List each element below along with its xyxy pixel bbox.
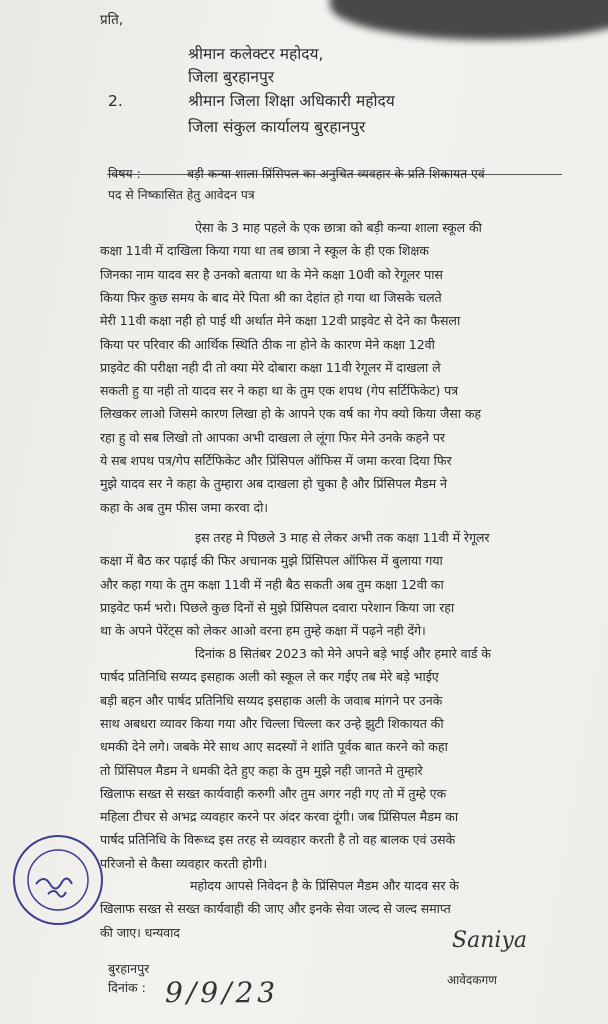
paragraph-line: ये सब शपथ पत्र/गेप सर्टिफिकेट और प्रिंसिपल ऑफिस में जमा करवा दिया फिर — [100, 453, 452, 468]
date-label: दिनांक : — [108, 980, 146, 995]
paragraph-line: किया पर परिवार की आर्थिक स्थिति ठीक ना होने के कारण मेने कक्षा 12वी — [100, 336, 435, 352]
paragraph-line: जिनका नाम यादव सर है उनको बताया था के मेने कक्षा 10वी को रेगूलर पास — [100, 266, 443, 282]
paragraph-line: सकती हु या नही तो यादव सर ने कहा था के तुम एक शपथ (गेप सर्टिफिकेट) पत्र — [100, 383, 459, 399]
place-label: बुरहानपुर — [108, 961, 150, 976]
paragraph-line: प्राइवेट की परीक्षा नही दी तो क्या मेरे दोबारा कक्षा 11वी रेगूलर में दाखला ले — [100, 359, 441, 375]
paragraph-line: महिला टीचर से अभद्र व्यवहार करने पर अंदर करवा दूंगी। जब प्रिंसिपल मैडम का — [100, 809, 459, 825]
paragraph-line: दिनांक 8 सितंबर 2023 को मेने अपने बड़े भाई और हमारे वार्ड के — [195, 646, 491, 661]
paragraph-line: लिखकर लाओ जिसमे कारण लिखा हो के आपने एक वर्ष का गेप क्यो किया जैसा कह — [100, 406, 481, 422]
paragraph-line: इस तरह मे पिछले 3 माह से लेकर अभी तक कक्षा 11वी में रेगूलर — [195, 530, 490, 545]
paragraph-line: महोदय आपसे निवेदन है के प्रिंसिपल मैडम और यादव सर के — [190, 878, 459, 893]
paragraph-line: कक्षा 11वी में दाखिला किया गया था तब छात्रा ने स्कूल के ही एक शिक्षक — [100, 243, 429, 259]
paragraph-line: किया फिर कुछ समय के बाद मेरे पिता श्री का देहांत हो गया था जिसके चलते — [100, 289, 442, 305]
paragraph-line: तो प्रिंसिपल मैडम ने धमकी देते हुए कहा के तुम मुझे नही जानते मे तुम्हारे — [100, 762, 423, 778]
paragraph-line: परिजनो से कैसा व्यवहार करती होगी। — [100, 855, 267, 871]
office-stamp — [8, 830, 108, 930]
paragraph-line: धमकी देने लगे। जबके मेरे साथ आए सदस्यों ने शांति पूर्वक बात करने को कहा — [100, 739, 448, 755]
handwritten-date: 9/9/23 — [165, 976, 280, 1009]
paragraph-line: रहा हु वो सब लिखो तो आपका अभी दाखला ले लूंगा फिर मेने उनके कहने पर — [100, 429, 445, 445]
subject-line2: पद से निष्कासित हेतु आवेदन पत्र — [108, 188, 255, 202]
subject-label: विषय : — [108, 166, 141, 181]
paragraph-line: साथ अबधरा व्यावर किया गया और चिल्ला चिल्ला कर उन्हे झुटी शिकायत की — [100, 715, 444, 731]
addressee1-line1: श्रीमान कलेक्टर महोदय, — [188, 45, 324, 63]
paragraph-line: कहा के अब तुम फीस जमा करवा दो। — [100, 499, 268, 515]
shadow-overlay — [330, 0, 608, 40]
prati-label: प्रति, — [100, 12, 124, 28]
paragraph-line: था के अपने पेरेंट्स को लेकर आओ वरना हम तुम्हे कक्षा में पढ़ने नही देंगे। — [100, 623, 426, 639]
applicant-label: आवेदकगण — [447, 973, 497, 987]
paragraph-line: बड़ी बहन और पार्षद प्रतिनिधि सय्यद इसहाक अली के जवाब मांगने पर उनके — [100, 692, 443, 708]
addressee2-number: 2. — [108, 92, 123, 110]
addressee2-line1: श्रीमान जिला शिक्षा अधिकारी महोदय — [188, 92, 395, 110]
paragraph-line: पार्षद प्रतिनिधि सय्यद इसहाक अली को स्कूल ले कर गईए तब मेरे बड़े भाईए — [100, 669, 439, 685]
paragraph-line: मेरी 11वी कक्षा नही हो पाई थी अर्थात मेने कक्षा 12वी प्राइवेट से देने का फैसला — [100, 313, 461, 329]
addressee2-line2: जिला संकुल कार्यालय बुरहानपुर — [188, 118, 366, 136]
paragraph-line: प्राइवेट फर्म भरो। पिछले कुछ दिनों से मुझे प्रिंसिपल दवारा परेशान किया जा रहा — [100, 599, 455, 615]
paragraph-line: ऐसा के 3 माह पहले के एक छात्रा को बड़ी कन्या शाला स्कूल की — [195, 220, 482, 235]
signature: Saniya — [452, 928, 527, 953]
addressee1-line2: जिला बुरहानपुर — [188, 68, 275, 86]
paragraph-line: मुझे यादव सर ने कहा के तुम्हारा अब दाखला हो चुका है और प्रिंसिपल मैडम ने — [100, 476, 447, 492]
paragraph-line: की जाए। धन्यवाद — [100, 924, 180, 940]
subject-line1: बड़ी कन्या शाला प्रिंसिपल का अनुचित व्यवहार के प्रति शिकायत एवं — [187, 167, 485, 181]
paragraph-line: खिलाफ सख्त से सख्त कार्यवाही करुगी और तुम अगर नही गए तो में तुम्हे एक — [100, 785, 447, 801]
paragraph-line: खिलाफ सख्त से सख्त कार्यवाही की जाए और इनके सेवा जल्द से जल्द समाप्त — [100, 901, 451, 917]
paragraph-line: पार्षद प्रतिनिधि के विरूध्द इस तरह से व्यवहार करती है तो वह बालक एवं उसके — [100, 832, 456, 848]
paragraph-line: कक्षा में बैठ कर पढ़ाई की फिर अचानक मुझे प्रिंसिपल ऑफिस में बुलाया गया — [100, 553, 443, 569]
paragraph-line: और कहा गया के तुम कक्षा 11वी में नही बैठ सकती अब तुम कक्षा 12वी का — [100, 576, 444, 592]
